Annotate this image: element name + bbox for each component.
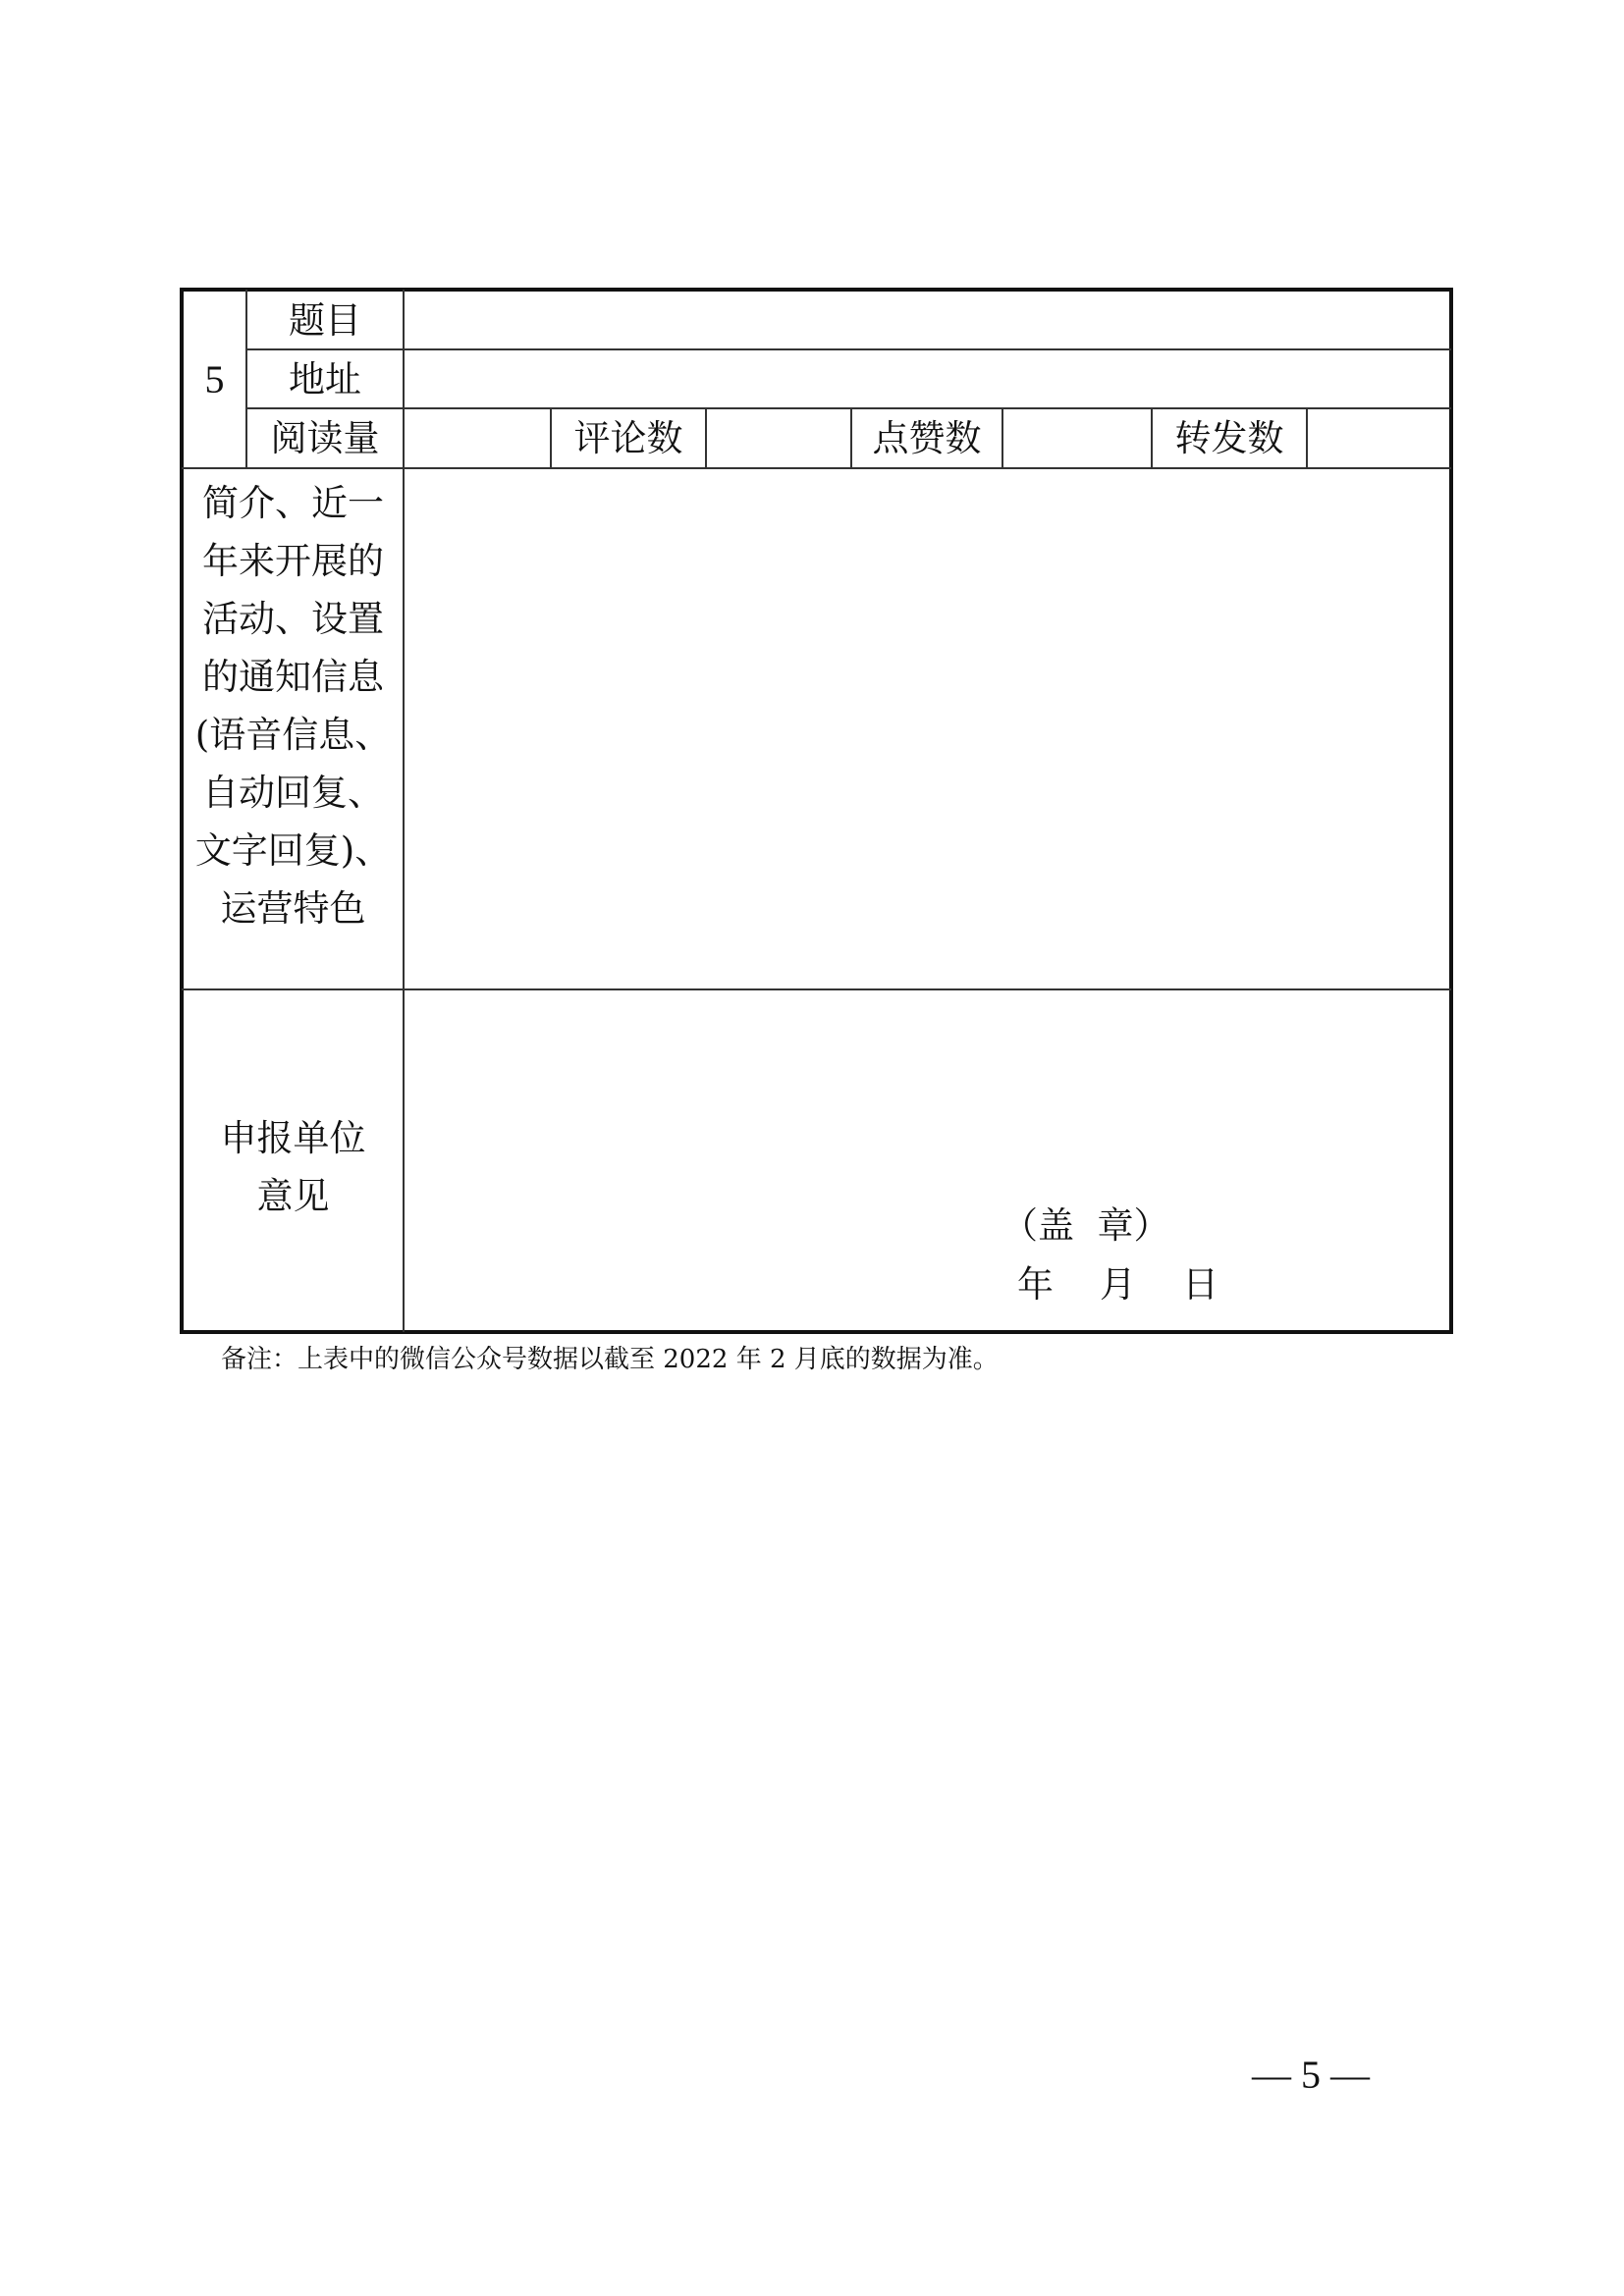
intro-label-line: 自动回复、 — [202, 772, 384, 814]
comments-field[interactable] — [707, 409, 850, 467]
intro-label-line: 运营特色 — [220, 887, 366, 930]
footnote: 备注：上表中的微信公众号数据以截至 2022 年 2 月底的数据为准。 — [221, 1345, 999, 1374]
intro-label-line: 活动、设置 — [202, 598, 384, 640]
intro-label-line: 简介、近一 — [202, 482, 384, 524]
likes-field[interactable] — [1003, 409, 1151, 467]
intro-label-line: 文字回复)、 — [194, 829, 392, 872]
intro-field[interactable] — [405, 469, 1451, 988]
likes-label: 点赞数 — [872, 417, 982, 459]
shares-field[interactable] — [1308, 409, 1451, 467]
opinion-field[interactable] — [405, 990, 1451, 1332]
shares-label: 转发数 — [1174, 417, 1284, 459]
comments-label: 评论数 — [573, 417, 683, 459]
date-text: 年 月 日 — [1017, 1263, 1219, 1306]
reads-label: 阅读量 — [270, 417, 380, 459]
intro-label-line: (语音信息、 — [194, 714, 392, 756]
reads-field[interactable] — [405, 409, 550, 467]
title-field[interactable] — [405, 292, 1451, 348]
address-field[interactable] — [405, 350, 1451, 407]
entry-number: 5 — [204, 356, 225, 401]
address-label: 地址 — [289, 357, 361, 400]
seal-text: （盖 章） — [1001, 1204, 1170, 1247]
opinion-label-line: 申报单位 — [220, 1117, 366, 1159]
opinion-label-line: 意见 — [256, 1175, 330, 1217]
title-label: 题目 — [289, 298, 361, 342]
intro-label-line: 的通知信息 — [202, 656, 384, 698]
opinion-label — [184, 1109, 403, 1225]
intro-label-line: 年来开展的 — [202, 540, 384, 582]
intro-label — [184, 474, 403, 937]
page-number: — 5 — — [1252, 2053, 1370, 2097]
